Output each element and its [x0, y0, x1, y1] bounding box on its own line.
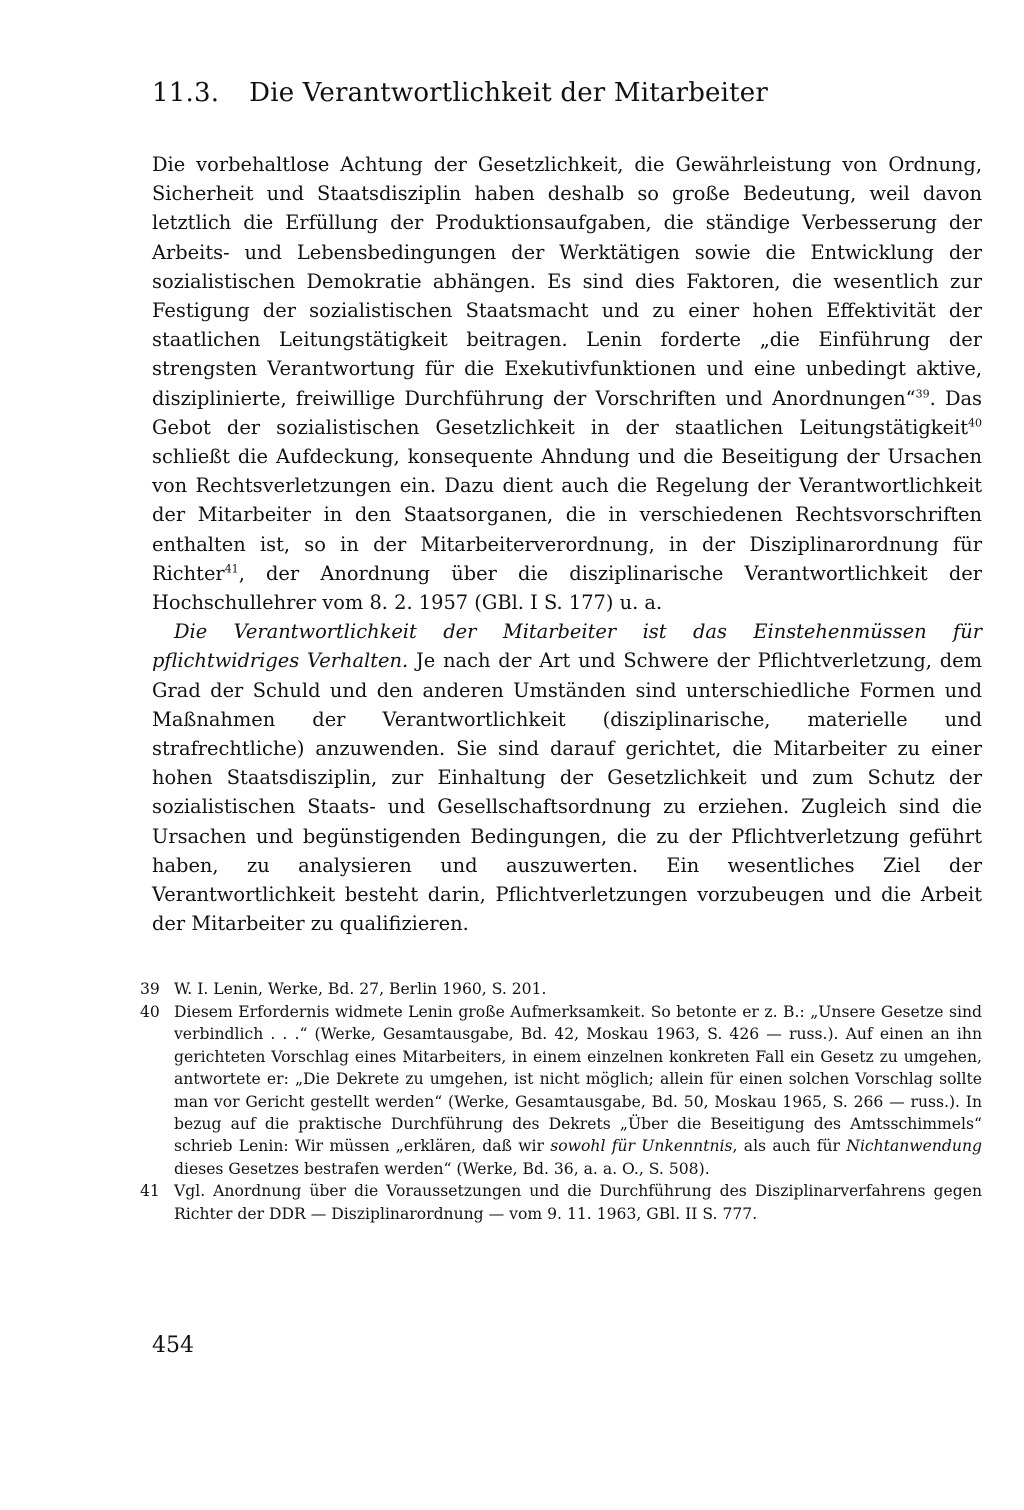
footnote-40-italic-2: Nichtanwendung [846, 1137, 982, 1156]
paragraph-1-part-1: Die vorbehaltlose Achtung der Gesetzlichkeit, die Gewährleistung von Ordnung, Sicherheit und Staatsdisziplin haben deshalb so große Bedeutung, weil davon letztlich die Erfüllung der Produktionsaufgaben, die ständige Verbesserung der Arbeits- und Lebensbedingungen der Werktätigen sowie die Entwicklung der sozialistischen Demokratie abhängen. Es sind dies Faktoren, die wesentlich zur Festigung der sozialistischen Staatsmacht und zu einer hohen Effektivität der staatlichen Leitungstätigkeit beitragen. Lenin forderte „die Einführung der strengsten Verantwortung für die Exekutivfunktionen und eine unbedingt aktive, disziplinierte, freiwillige Durchführung der Vorschriften und Anordnungen“ [152, 153, 982, 410]
paragraph-1-part-4: , der Anordnung über die disziplinarische Verantwortlichkeit der Hochschullehrer vom 8. 2. 1957 (GBl. I S. 177) u. a. [152, 561, 982, 615]
footnote-ref-40[interactable]: 40 [968, 416, 982, 430]
footnote-39 [140, 978, 982, 1000]
paragraph-1 [152, 150, 982, 617]
footnote-40-italic-1: sowohl für Unkenntnis [550, 1137, 733, 1156]
body-text [152, 150, 982, 938]
footnote-41 [140, 1180, 982, 1225]
paragraph-1-part-3: schließt die Aufdeckung, konsequente Ahndung und die Beseitigung der Ursachen von Rechtsverletzungen ein. Dazu dient auch die Regelung der Verantwortlichkeit der Mitarbeiter in den Staatsorganen, die in verschiedenen Rechtsvorschriften enthalten ist, so in der Mitarbeiterverordnung, in der Disziplinarordnung für Richter [152, 445, 982, 585]
section-title: Die Verantwortlichkeit der Mitarbeiter [249, 78, 769, 108]
paragraph-2-rest: Je nach der Art und Schwere der Pflichtverletzung, dem Grad der Schuld und den anderen Umständen sind unterschiedliche Formen und Maßnahmen der Verantwortlichkeit (disziplinarische, materielle und strafrechtliche) anzuwenden. Sie sind darauf gerichtet, die Mitarbeiter zu einer hohen Staatsdisziplin, zur Einhaltung der Gesetzlichkeit und zum Schutz der sozialistischen Staats- und Gesellschaftsordnung zu erziehen. Zugleich sind die Ursachen und begünstigenden Bedingungen, die zu der Pflichtverletzung geführt haben, zu analysieren und auszuwerten. Ein wesentliches Ziel der Verantwortlichkeit besteht darin, Pflichtverletzungen vorzubeugen und die Arbeit der Mitarbeiter zu qualifizieren. [152, 649, 982, 936]
footnote-40 [140, 1001, 982, 1180]
footnote-number: 41 [140, 1182, 160, 1201]
page-number: 454 [152, 1333, 194, 1358]
footnote-text [174, 1001, 982, 1180]
section-heading [152, 78, 982, 108]
footnote-40-part-3: dieses Gesetzes bestrafen werden“ (Werke, Bd. 36, a. a. O., S. 508). [174, 1159, 710, 1178]
footnote-text: W. I. Lenin, Werke, Bd. 27, Berlin 1960, S. 201. [174, 980, 547, 999]
footnote-number: 40 [140, 1002, 160, 1021]
footnote-text: Vgl. Anordnung über die Voraussetzungen und die Durchführung des Disziplinarverfahrens gegen Richter der DDR — Disziplinarordnung — vom 9. 11. 1963, GBl. II S. 777. [174, 1182, 982, 1223]
footnote-ref-39[interactable]: 39 [915, 387, 930, 401]
footnote-40-part-1: Diesem Erfordernis widmete Lenin große Aufmerksamkeit. So betonte er z. B.: „Unsere Gesetze sind verbindlich . . .“ (Werke, Gesamtausgabe, Bd. 42, Moskau 1963, S. 426 — russ.). Auf einen an ihn gerichteten Vorschlag eines Mitarbeiters, in einem einzelnen konkreten Fall ein Gesetz zu umgehen, antwortete er: „Die Dekrete zu umgehen, ist nicht möglich; allein für einen solchen Vorschlag sollte man vor Gericht gestellt werden“ (Werke, Gesamtausgabe, Bd. 50, Moskau 1965, S. 266 — russ.). In bezug auf die praktische Durchführung des Dekrets „Über die Beseitigung des Amtsschimmels“ schrieb Lenin: Wir müssen „erklären, daß wir [174, 1002, 982, 1156]
paragraph-1-part-2: . Das Gebot der sozialistischen Gesetzlichkeit in der staatlichen Leitungstätigkeit [152, 386, 983, 439]
page-content [140, 78, 983, 1225]
footnote-40-part-2: , als auch für [732, 1137, 847, 1156]
paragraph-2 [152, 617, 982, 938]
footnote-ref-41[interactable]: 41 [224, 562, 239, 576]
footnotes [140, 978, 982, 1224]
section-number: 11.3. [152, 78, 220, 108]
footnote-number: 39 [140, 980, 160, 999]
definition-italic: Die Verantwortlichkeit der Mitarbeiter ist das Einstehenmüssen für pflichtwidriges Verhalten. [152, 620, 982, 673]
